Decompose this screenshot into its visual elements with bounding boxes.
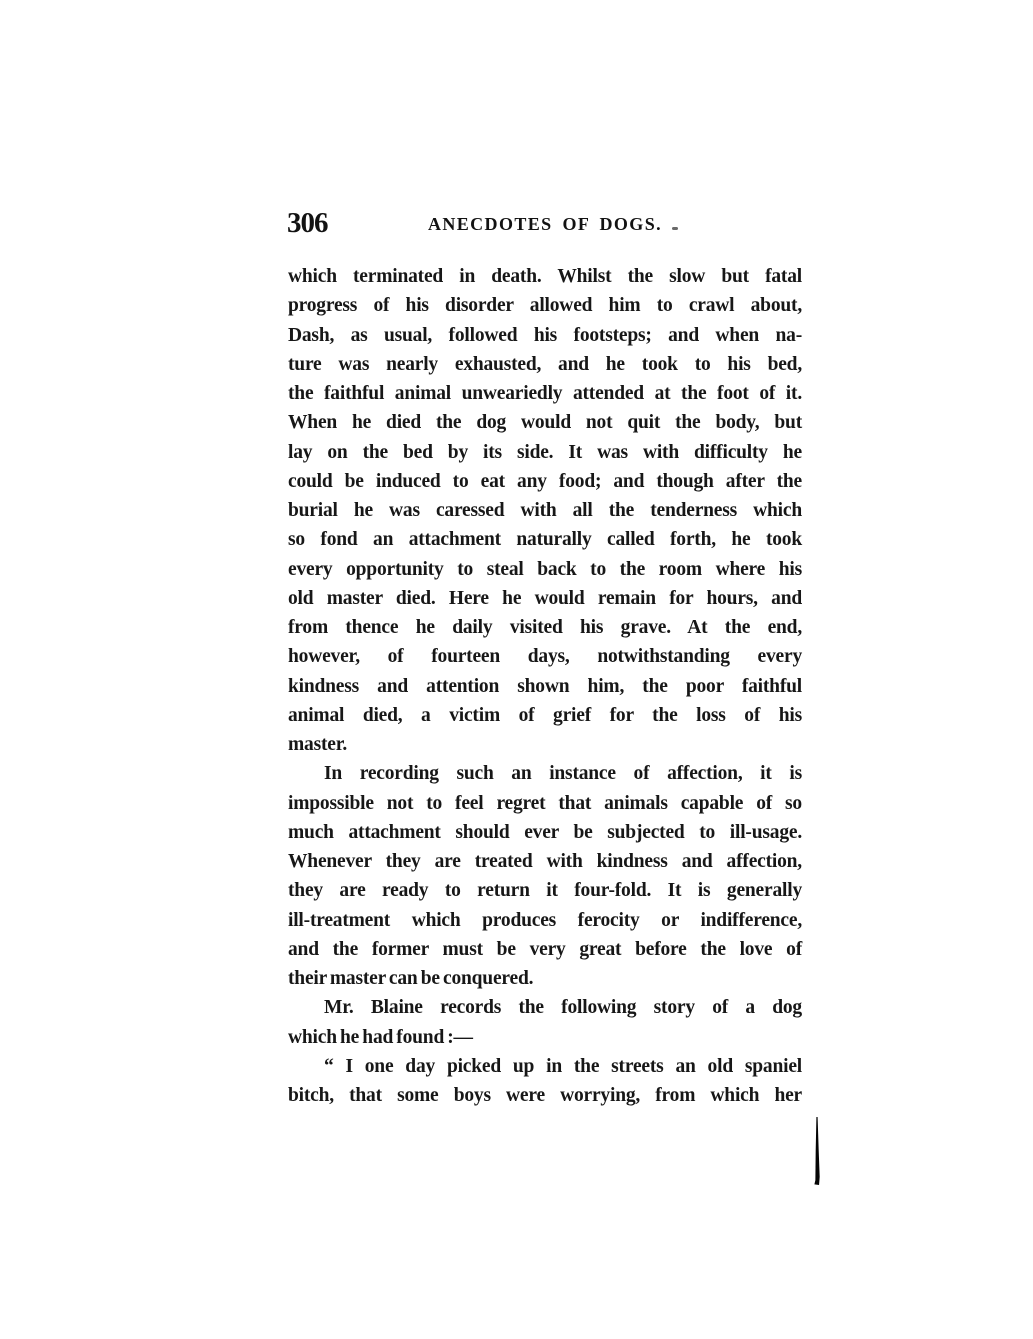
text-line: old master died. Here he would remain for hours, and [288,587,802,609]
text-line: animal died, a victim of grief for the loss of his [288,704,802,726]
text-line: Mr. Blaine records the following story of a dog [324,997,802,1019]
running-header: ANECDOTES OF DOGS. [427,214,663,234]
text-line: impossible not to feel regret that animals capable of so [288,792,802,814]
text-line: progress of his disorder allowed him to crawl about, [288,295,802,317]
text-line: lay on the bed by its side. It was with difficulty he [288,441,802,463]
text-line: kindness and attention shown him, the poor faithful [288,675,802,697]
text-line: every opportunity to steal back to the room where his [288,558,802,580]
text-line: In recording such an instance of affection, it is [324,763,802,785]
page-number: 306 [287,207,328,239]
text-line: bitch, that some boys were worrying, from which her [288,1085,802,1106]
text-line: could be induced to eat any food; and though after the [288,470,802,492]
text-line: from thence he daily visited his grave. At the end, [288,617,802,638]
text-line: master. [288,734,348,755]
text-line: “ I one day picked up in the streets an old spaniel [324,1055,802,1077]
text-line: burial he was caressed with all the tenderness which [288,500,802,521]
text-line: Whenever they are treated with kindness and affection, [288,851,802,872]
stray-ink-dot-artifact [672,227,678,230]
body-text [288,262,802,1110]
text-line: however, of fourteen days, notwithstanding every [288,646,802,668]
text-line: When he died the dog would not quit the body, but [288,412,802,434]
text-line: they are ready to return it four-fold. It is generally [288,880,802,902]
text-line: so fond an attachment naturally called forth, he took [288,529,802,551]
text-line: much attachment should ever be subjected to ill-usage. [288,821,802,843]
ink-stroke-artifact [812,1117,820,1185]
text-line: and the former must be very great before the love of [288,938,802,960]
text-line: which he had found :— [288,1026,473,1048]
text-line: Dash, as usual, followed his footsteps; and when na- [288,324,802,346]
text-line: the faithful animal unweariedly attended at the foot of it. [288,383,802,404]
text-line: ill-treatment which produces ferocity or indifference, [288,909,802,931]
text-line: which terminated in death. Whilst the slow but fatal [288,266,802,287]
text-line: their master can be conquered. [288,968,534,989]
text-line: ture was nearly exhausted, and he took to his bed, [288,353,802,375]
